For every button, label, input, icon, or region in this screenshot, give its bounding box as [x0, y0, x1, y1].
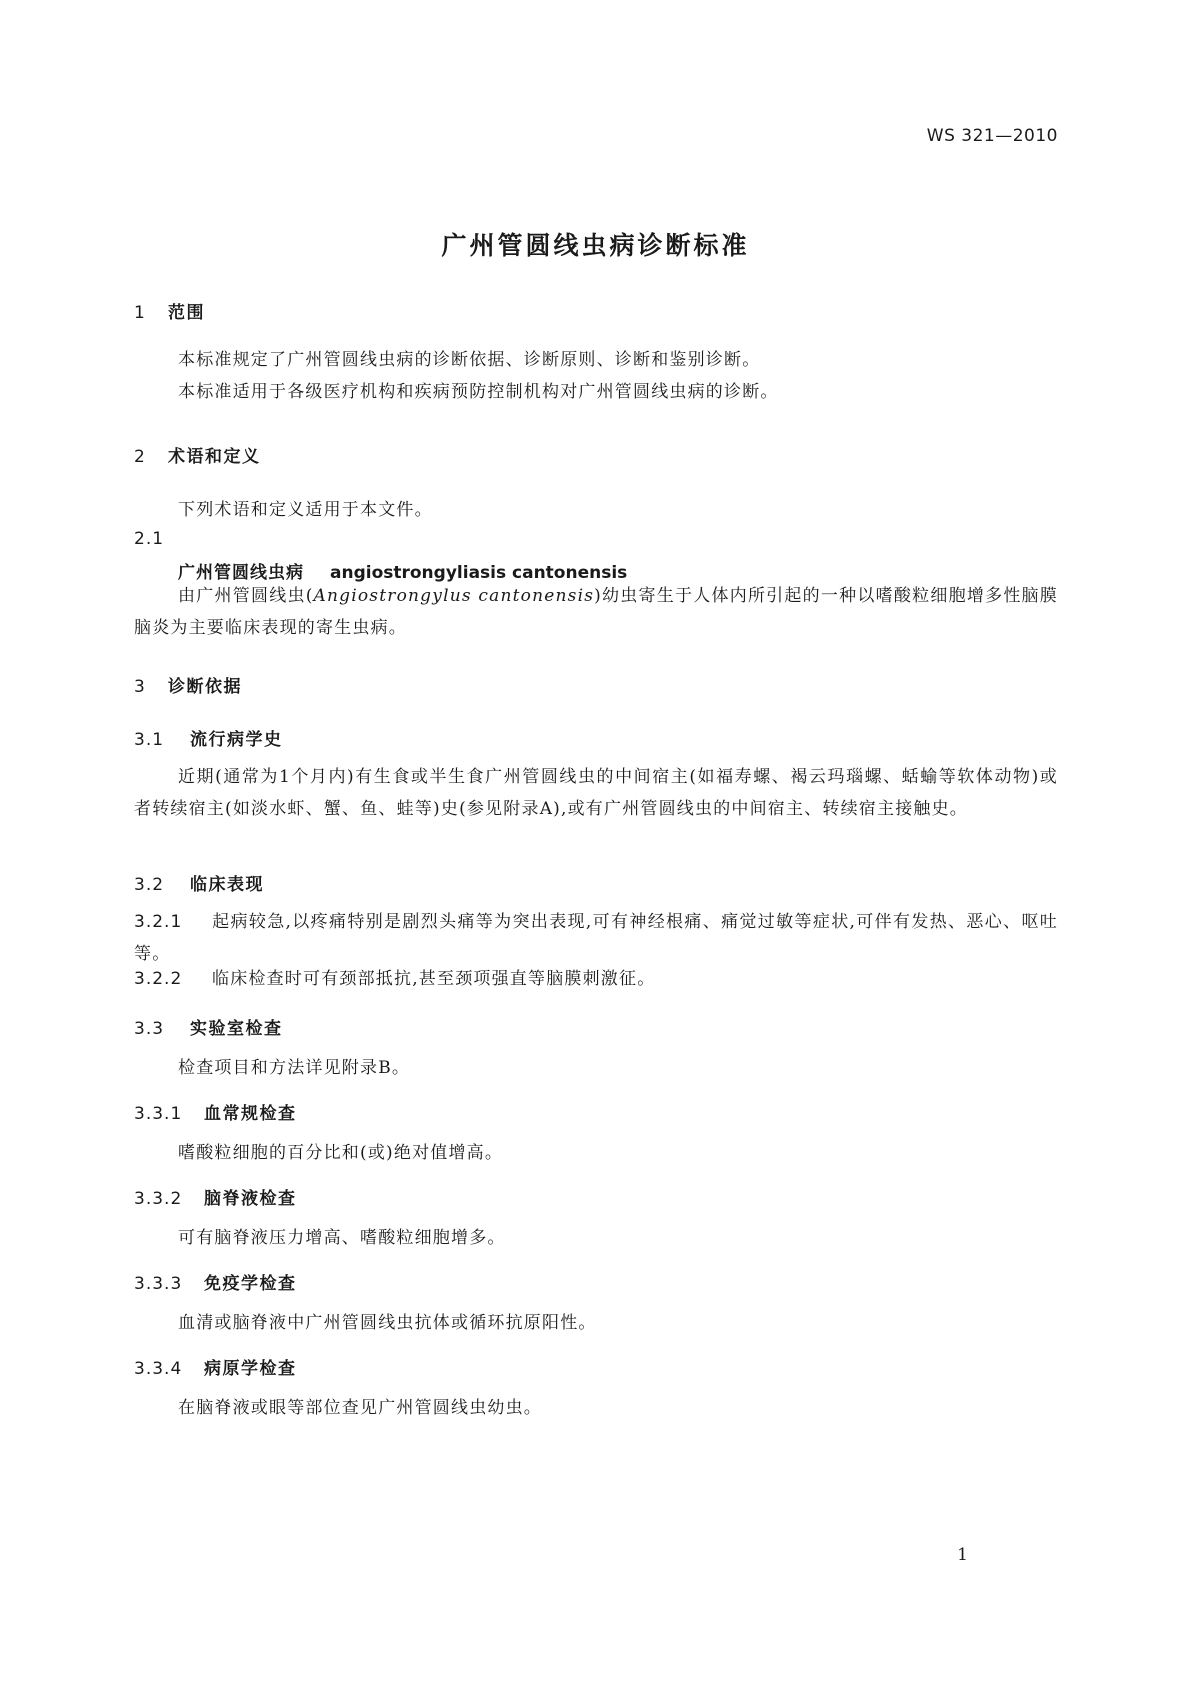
section-3-1-heading	[134, 725, 283, 750]
clause-number: 3.2.1	[134, 912, 183, 932]
definition-prefix: 由广州管圆线虫(	[178, 586, 314, 606]
term-english: angiostrongyliasis cantonensis	[330, 563, 628, 583]
section-title: 诊断依据	[168, 677, 242, 697]
latin-name: Angiostrongylus cantonensis	[313, 586, 595, 606]
section-1-heading	[134, 298, 205, 323]
section-3-3-3-heading	[134, 1269, 297, 1294]
section-number: 3.3.1	[134, 1104, 183, 1124]
standard-code: WS 321—2010	[926, 126, 1058, 146]
section-3-3-3-paragraph: 血清或脑脊液中广州管圆线虫抗体或循环抗原阳性。	[178, 1313, 597, 1333]
section-2-paragraph-1: 下列术语和定义适用于本文件。	[178, 500, 433, 520]
clause-text: 起病较急,以疼痛特别是剧烈头痛等为突出表现,可有神经根痛、痛觉过敏等症状,可伴有发热、恶心、呕吐等。	[134, 912, 1058, 964]
clause-number: 3.2.2	[134, 969, 183, 989]
clause-3-2-2	[134, 963, 1058, 995]
section-3-3-2-paragraph: 可有脑脊液压力增高、嗜酸粒细胞增多。	[178, 1228, 506, 1248]
section-number: 3.3	[134, 1019, 165, 1039]
section-number: 3.2	[134, 875, 165, 895]
clause-text: 临床检查时可有颈部抵抗,甚至颈项强直等脑膜刺激征。	[212, 969, 656, 989]
section-number: 3.3.3	[134, 1274, 183, 1294]
section-number: 3.1	[134, 730, 165, 750]
section-number: 3.3.2	[134, 1189, 183, 1209]
section-title: 免疫学检查	[204, 1274, 297, 1294]
definition-suffix: )幼虫寄生于人体内所引起的一种以嗜酸粒细胞增多性脑膜脑炎为主要临床表现的寄生虫病。	[134, 586, 1059, 638]
section-title: 病原学检查	[204, 1359, 297, 1379]
section-3-3-4-paragraph: 在脑脊液或眼等部位查见广州管圆线虫幼虫。	[178, 1398, 542, 1418]
document-title: 广州管圆线虫病诊断标准	[441, 231, 750, 260]
section-title: 实验室检查	[190, 1019, 283, 1039]
term-definition	[134, 580, 1058, 644]
clause-2-1-number: 2.1	[134, 529, 165, 549]
section-title: 流行病学史	[190, 730, 283, 750]
section-3-3-heading	[134, 1014, 283, 1039]
section-3-1-paragraph: 近期(通常为1个月内)有生食或半生食广州管圆线虫的中间宿主(如福寿螺、褐云玛瑙螺、蛞蝓等软体动物)或者转续宿主(如淡水虾、蟹、鱼、蛙等)史(参见附录A),或有广州管圆线虫的中间宿主、转续宿主接触史。	[134, 767, 1058, 819]
section-title: 脑脊液检查	[204, 1189, 297, 1209]
section-title: 术语和定义	[168, 447, 261, 467]
term-chinese: 广州管圆线虫病	[178, 563, 304, 583]
section-number: 2	[134, 447, 146, 467]
section-3-3-1-heading	[134, 1099, 297, 1124]
section-title: 范围	[168, 303, 205, 323]
section-3-3-2-heading	[134, 1184, 297, 1209]
section-3-3-1-paragraph: 嗜酸粒细胞的百分比和(或)绝对值增高。	[178, 1143, 504, 1163]
section-3-heading	[134, 672, 242, 697]
section-1-paragraph-2: 本标准适用于各级医疗机构和疾病预防控制机构对广州管圆线虫病的诊断。	[178, 382, 779, 402]
section-title: 血常规检查	[204, 1104, 297, 1124]
section-3-3-4-heading	[134, 1354, 297, 1379]
section-1-paragraph-1: 本标准规定了广州管圆线虫病的诊断依据、诊断原则、诊断和鉴别诊断。	[178, 350, 761, 370]
section-2-heading	[134, 442, 261, 467]
section-number: 3.3.4	[134, 1359, 183, 1379]
section-number: 3	[134, 677, 146, 697]
section-3-3-paragraph: 检查项目和方法详见附录B。	[178, 1058, 411, 1078]
section-number: 1	[134, 303, 146, 323]
page-number: 1	[957, 1545, 968, 1565]
section-3-2-heading	[134, 870, 264, 895]
clause-3-2-1	[134, 906, 1058, 970]
section-title: 临床表现	[190, 875, 264, 895]
